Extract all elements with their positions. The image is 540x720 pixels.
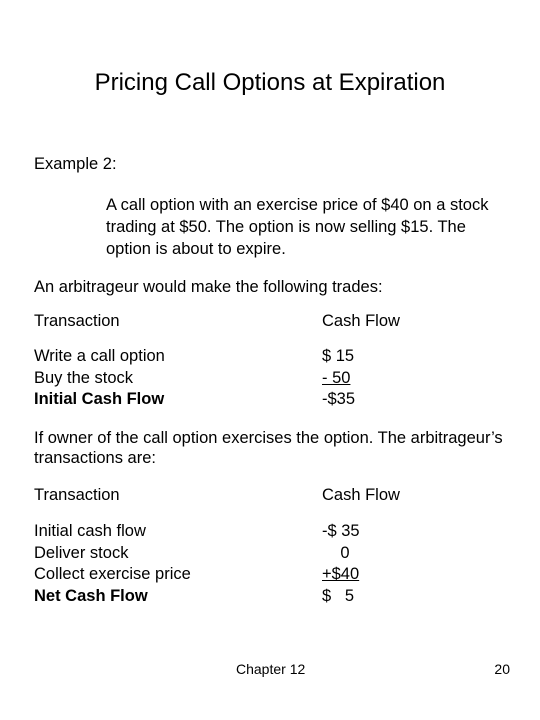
table2-body xyxy=(34,521,514,607)
footer-chapter: Chapter 12 xyxy=(236,661,306,677)
page-number: 20 xyxy=(494,661,510,677)
table2-header-transaction: Transaction xyxy=(34,486,120,504)
table-row xyxy=(34,368,514,390)
table1-header-cash-flow: Cash Flow xyxy=(322,312,400,330)
page-title: Pricing Call Options at Expiration xyxy=(94,69,446,96)
row-value: -$35 xyxy=(322,390,356,408)
row-value: $ 15 xyxy=(322,347,355,365)
intro-text: An arbitrageur would make the following trades: xyxy=(34,278,383,296)
row-value: $ 5 xyxy=(322,586,355,605)
table-row xyxy=(34,543,514,565)
row-label: Write a call option xyxy=(34,347,165,365)
table1-body xyxy=(34,346,514,411)
row-label: Deliver stock xyxy=(34,543,129,562)
exercise-intro-text: If owner of the call option exercises the option. The arbitrageur’s transactions are: xyxy=(34,429,503,467)
row-value: 0 xyxy=(322,543,350,562)
table-row xyxy=(34,346,514,368)
example-label: Example 2: xyxy=(34,155,117,173)
table-row xyxy=(34,521,514,543)
table1-header-transaction: Transaction xyxy=(34,312,120,330)
row-value: - 50 xyxy=(322,368,351,387)
table-row xyxy=(34,389,514,411)
row-value: -$ 35 xyxy=(322,522,360,540)
table-row xyxy=(34,586,514,608)
row-label: Buy the stock xyxy=(34,368,134,387)
row-label: Initial Cash Flow xyxy=(34,390,165,408)
row-label: Initial cash flow xyxy=(34,522,146,540)
table-row xyxy=(34,564,514,586)
row-value: +$40 xyxy=(322,565,360,583)
row-label: Collect exercise price xyxy=(34,565,191,583)
table2-header-cash-flow: Cash Flow xyxy=(322,486,400,504)
example-description: A call option with an exercise price of $40 on a stock trading at $50. The option is now selling $15. The option is about to expire. xyxy=(106,196,489,258)
row-label: Net Cash Flow xyxy=(34,586,148,605)
